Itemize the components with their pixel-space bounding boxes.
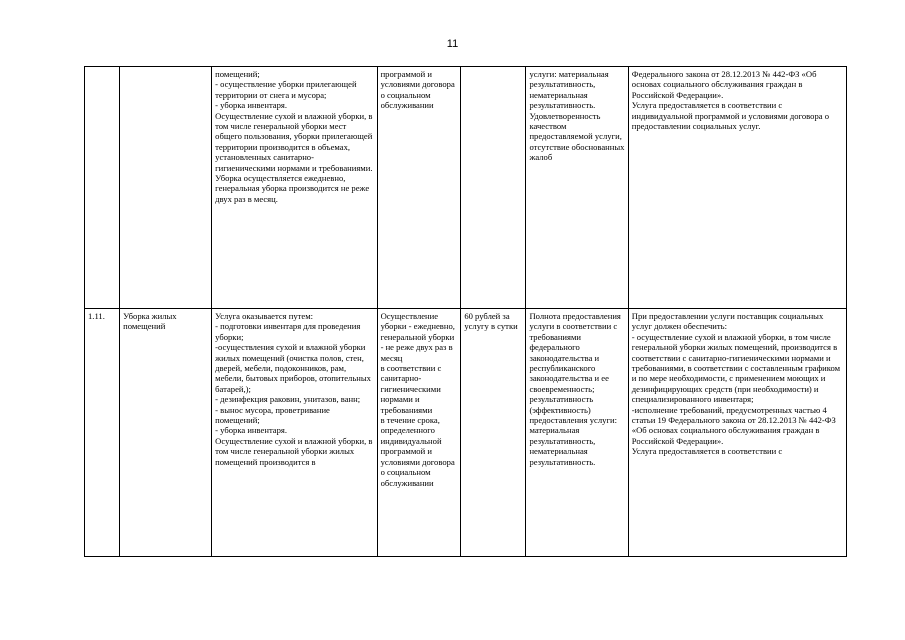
cell-service-terms: программой и условиями договора о социальном обслуживании <box>377 67 461 309</box>
cell-tariff <box>461 67 526 309</box>
cell-service-name: Уборка жилых помещений <box>120 309 212 557</box>
cell-tariff: 60 рублей за услугу в сутки <box>461 309 526 557</box>
cell-number: 1.11. <box>85 309 120 557</box>
cell-quality-indicators: Полнота предоставления услуги в соответствии с требованиями федерального законодательства и республиканского законодательства и ее своевременность; результативность (эффективность) предоставления услуги: материальная результативность, нематериальная результативность. <box>526 309 628 557</box>
page-number: 11 <box>446 38 459 50</box>
table-row <box>85 67 847 309</box>
cell-conditions: При предоставлении услуги поставщик социальных услуг должен обеспечить: - осуществление сухой и влажной уборки, в том числе генеральной уборки жилых помещений, производится в соответствии с санитарно-гигиеническими нормами и требованиями, в соответствии с составленным графиком и по мере необходимости, с применением моющих и дезинфицирующих средств (при необходимости) и специализированного инвентаря; -исполнение требований, предусмотренных частью 4 статьи 19 Федерального закона от 28.12.2013 № 442-ФЗ «Об основах социального обслуживания граждан в Российской Федерации». Услуга предоставляется в соответствии с <box>628 309 846 557</box>
cell-service-content: помещений; - осуществление уборки прилегающей территории от снега и мусора; - уборка инвентаря. Осуществление сухой и влажной уборки, в том числе генеральной уборки мест общего пользования, уборки прилегающей территории производится в объемах, установленных санитарно-гигиеническими нормами и требованиями. Уборка осуществляется ежедневно, генеральная уборка производится не реже двух раз в месяц. <box>212 67 377 309</box>
cell-number <box>85 67 120 309</box>
cell-service-content: Услуга оказывается путем: - подготовки инвентаря для проведения уборки; -осуществления сухой и влажной уборки жилых помещений (очистка полов, стен, дверей, мебели, подоконников, рам, мебели, бытовых приборов, отопительных батарей,); - дезинфекция раковин, унитазов, ванн; - вынос мусора, проветривание помещений; - уборка инвентаря. Осуществление сухой и влажной уборки, в том числе генеральной уборки жилых помещений производится в <box>212 309 377 557</box>
cell-service-terms: Осуществление уборки - ежедневно, генеральной уборки - не реже двух раз в месяц в соответствии с санитарно-гигиеническими нормами и требованиями в течение срока, определенного индивидуальной программой и условиями договора о социальном обслуживании <box>377 309 461 557</box>
services-table <box>84 66 847 557</box>
cell-quality-indicators: услуги: материальная результативность, нематериальная результативность. Удовлетворенность качеством предоставляемой услуги, отсутствие обоснованных жалоб <box>526 67 628 309</box>
cell-service-name <box>120 67 212 309</box>
table-row <box>85 309 847 557</box>
cell-conditions: Федерального закона от 28.12.2013 № 442-ФЗ «Об основах социального обслуживания граждан в Российской Федерации». Услуга предоставляется в соответствии с индивидуальной программой и условиями договора о предоставлении социальных услуг. <box>628 67 846 309</box>
